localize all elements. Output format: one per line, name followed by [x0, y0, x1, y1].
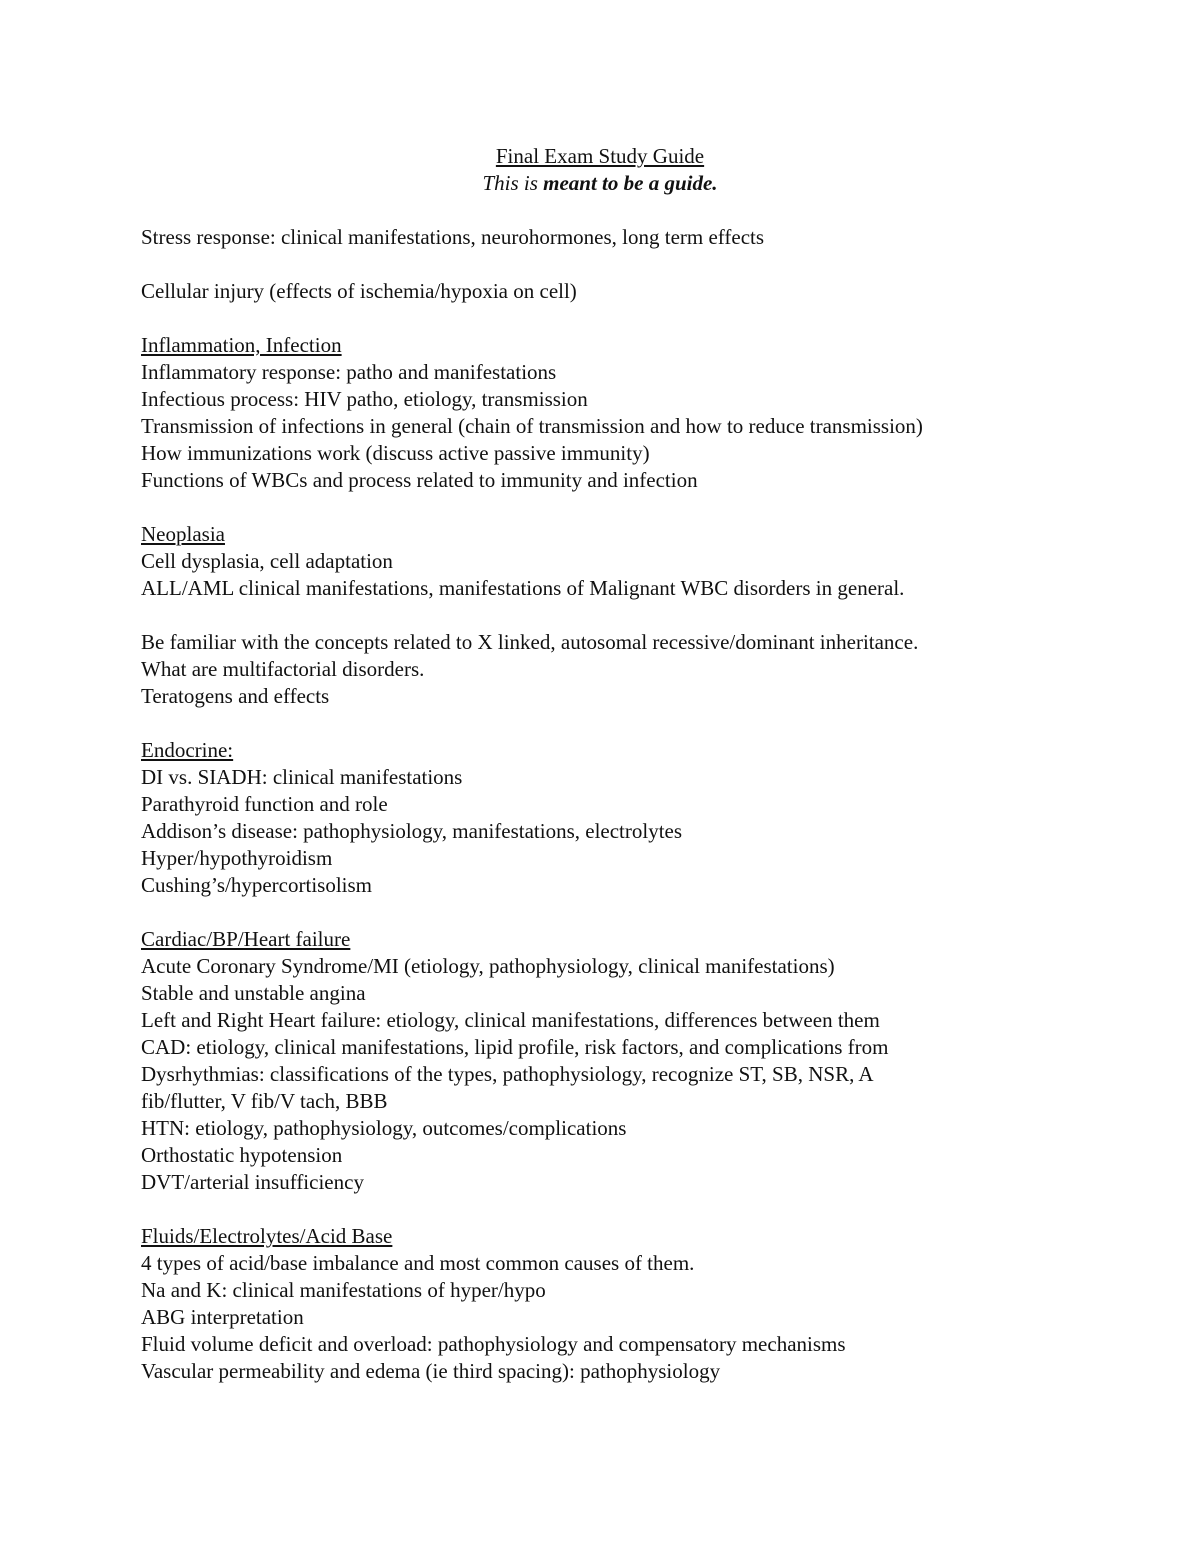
list-item: Vascular permeability and edema (ie third spacing): pathophysiology — [141, 1359, 721, 1383]
endocrine-heading: Endocrine: — [141, 738, 234, 762]
page-subtitle — [0, 170, 1200, 197]
list-item: DVT/arterial insufficiency — [141, 1170, 364, 1194]
fluids-heading: Fluids/Electrolytes/Acid Base — [141, 1224, 393, 1248]
list-item: DI vs. SIADH: clinical manifestations — [141, 765, 463, 789]
list-item: Parathyroid function and role — [141, 792, 388, 816]
list-item: Na and K: clinical manifestations of hyper/hypo — [141, 1278, 546, 1302]
list-item: Transmission of infections in general (chain of transmission and how to reduce transmission) — [141, 414, 923, 438]
list-item: Be familiar with the concepts related to X linked, autosomal recessive/dominant inheritance. — [141, 630, 919, 654]
list-item: CAD: etiology, clinical manifestations, lipid profile, risk factors, and complications from — [141, 1035, 889, 1059]
document-header — [0, 143, 1200, 197]
page-title: Final Exam Study Guide — [495, 144, 705, 168]
cardiac-heading: Cardiac/BP/Heart failure — [141, 927, 351, 951]
list-item: Cushing’s/hypercortisolism — [141, 873, 372, 897]
list-item: ABG interpretation — [141, 1305, 304, 1329]
stress-response-item: Stress response: clinical manifestations, neurohormones, long term effects — [141, 225, 765, 249]
list-item: fib/flutter, V fib/V tach, BBB — [141, 1089, 388, 1113]
list-item: How immunizations work (discuss active passive immunity) — [141, 441, 650, 465]
list-item: Hyper/hypothyroidism — [141, 846, 333, 870]
inflammation-heading: Inflammation, Infection — [141, 333, 342, 357]
list-item: Addison’s disease: pathophysiology, manifestations, electrolytes — [141, 819, 683, 843]
list-item: 4 types of acid/base imbalance and most common causes of them. — [141, 1251, 695, 1275]
list-item: What are multifactorial disorders. — [141, 657, 425, 681]
list-item: Acute Coronary Syndrome/MI (etiology, pathophysiology, clinical manifestations) — [141, 954, 835, 978]
list-item: Inflammatory response: patho and manifestations — [141, 360, 557, 384]
cellular-injury-item: Cellular injury (effects of ischemia/hypoxia on cell) — [141, 279, 577, 303]
list-item: Fluid volume deficit and overload: pathophysiology and compensatory mechanisms — [141, 1332, 846, 1356]
subtitle-emphasis: meant to be a guide. — [543, 171, 718, 195]
document-body — [141, 224, 1161, 1385]
list-item: Infectious process: HIV patho, etiology, transmission — [141, 387, 588, 411]
subtitle-text: This is — [482, 171, 544, 195]
list-item: Cell dysplasia, cell adaptation — [141, 549, 393, 573]
neoplasia-heading: Neoplasia — [141, 522, 225, 546]
list-item: Stable and unstable angina — [141, 981, 366, 1005]
list-item: Left and Right Heart failure: etiology, clinical manifestations, differences between them — [141, 1008, 880, 1032]
list-item: ALL/AML clinical manifestations, manifestations of Malignant WBC disorders in general. — [141, 576, 905, 600]
list-item: Functions of WBCs and process related to immunity and infection — [141, 468, 698, 492]
list-item: Dysrhythmias: classifications of the types, pathophysiology, recognize ST, SB, NSR, A — [141, 1062, 874, 1086]
list-item: Orthostatic hypotension — [141, 1143, 343, 1167]
list-item: HTN: etiology, pathophysiology, outcomes/complications — [141, 1116, 627, 1140]
list-item: Teratogens and effects — [141, 684, 330, 708]
